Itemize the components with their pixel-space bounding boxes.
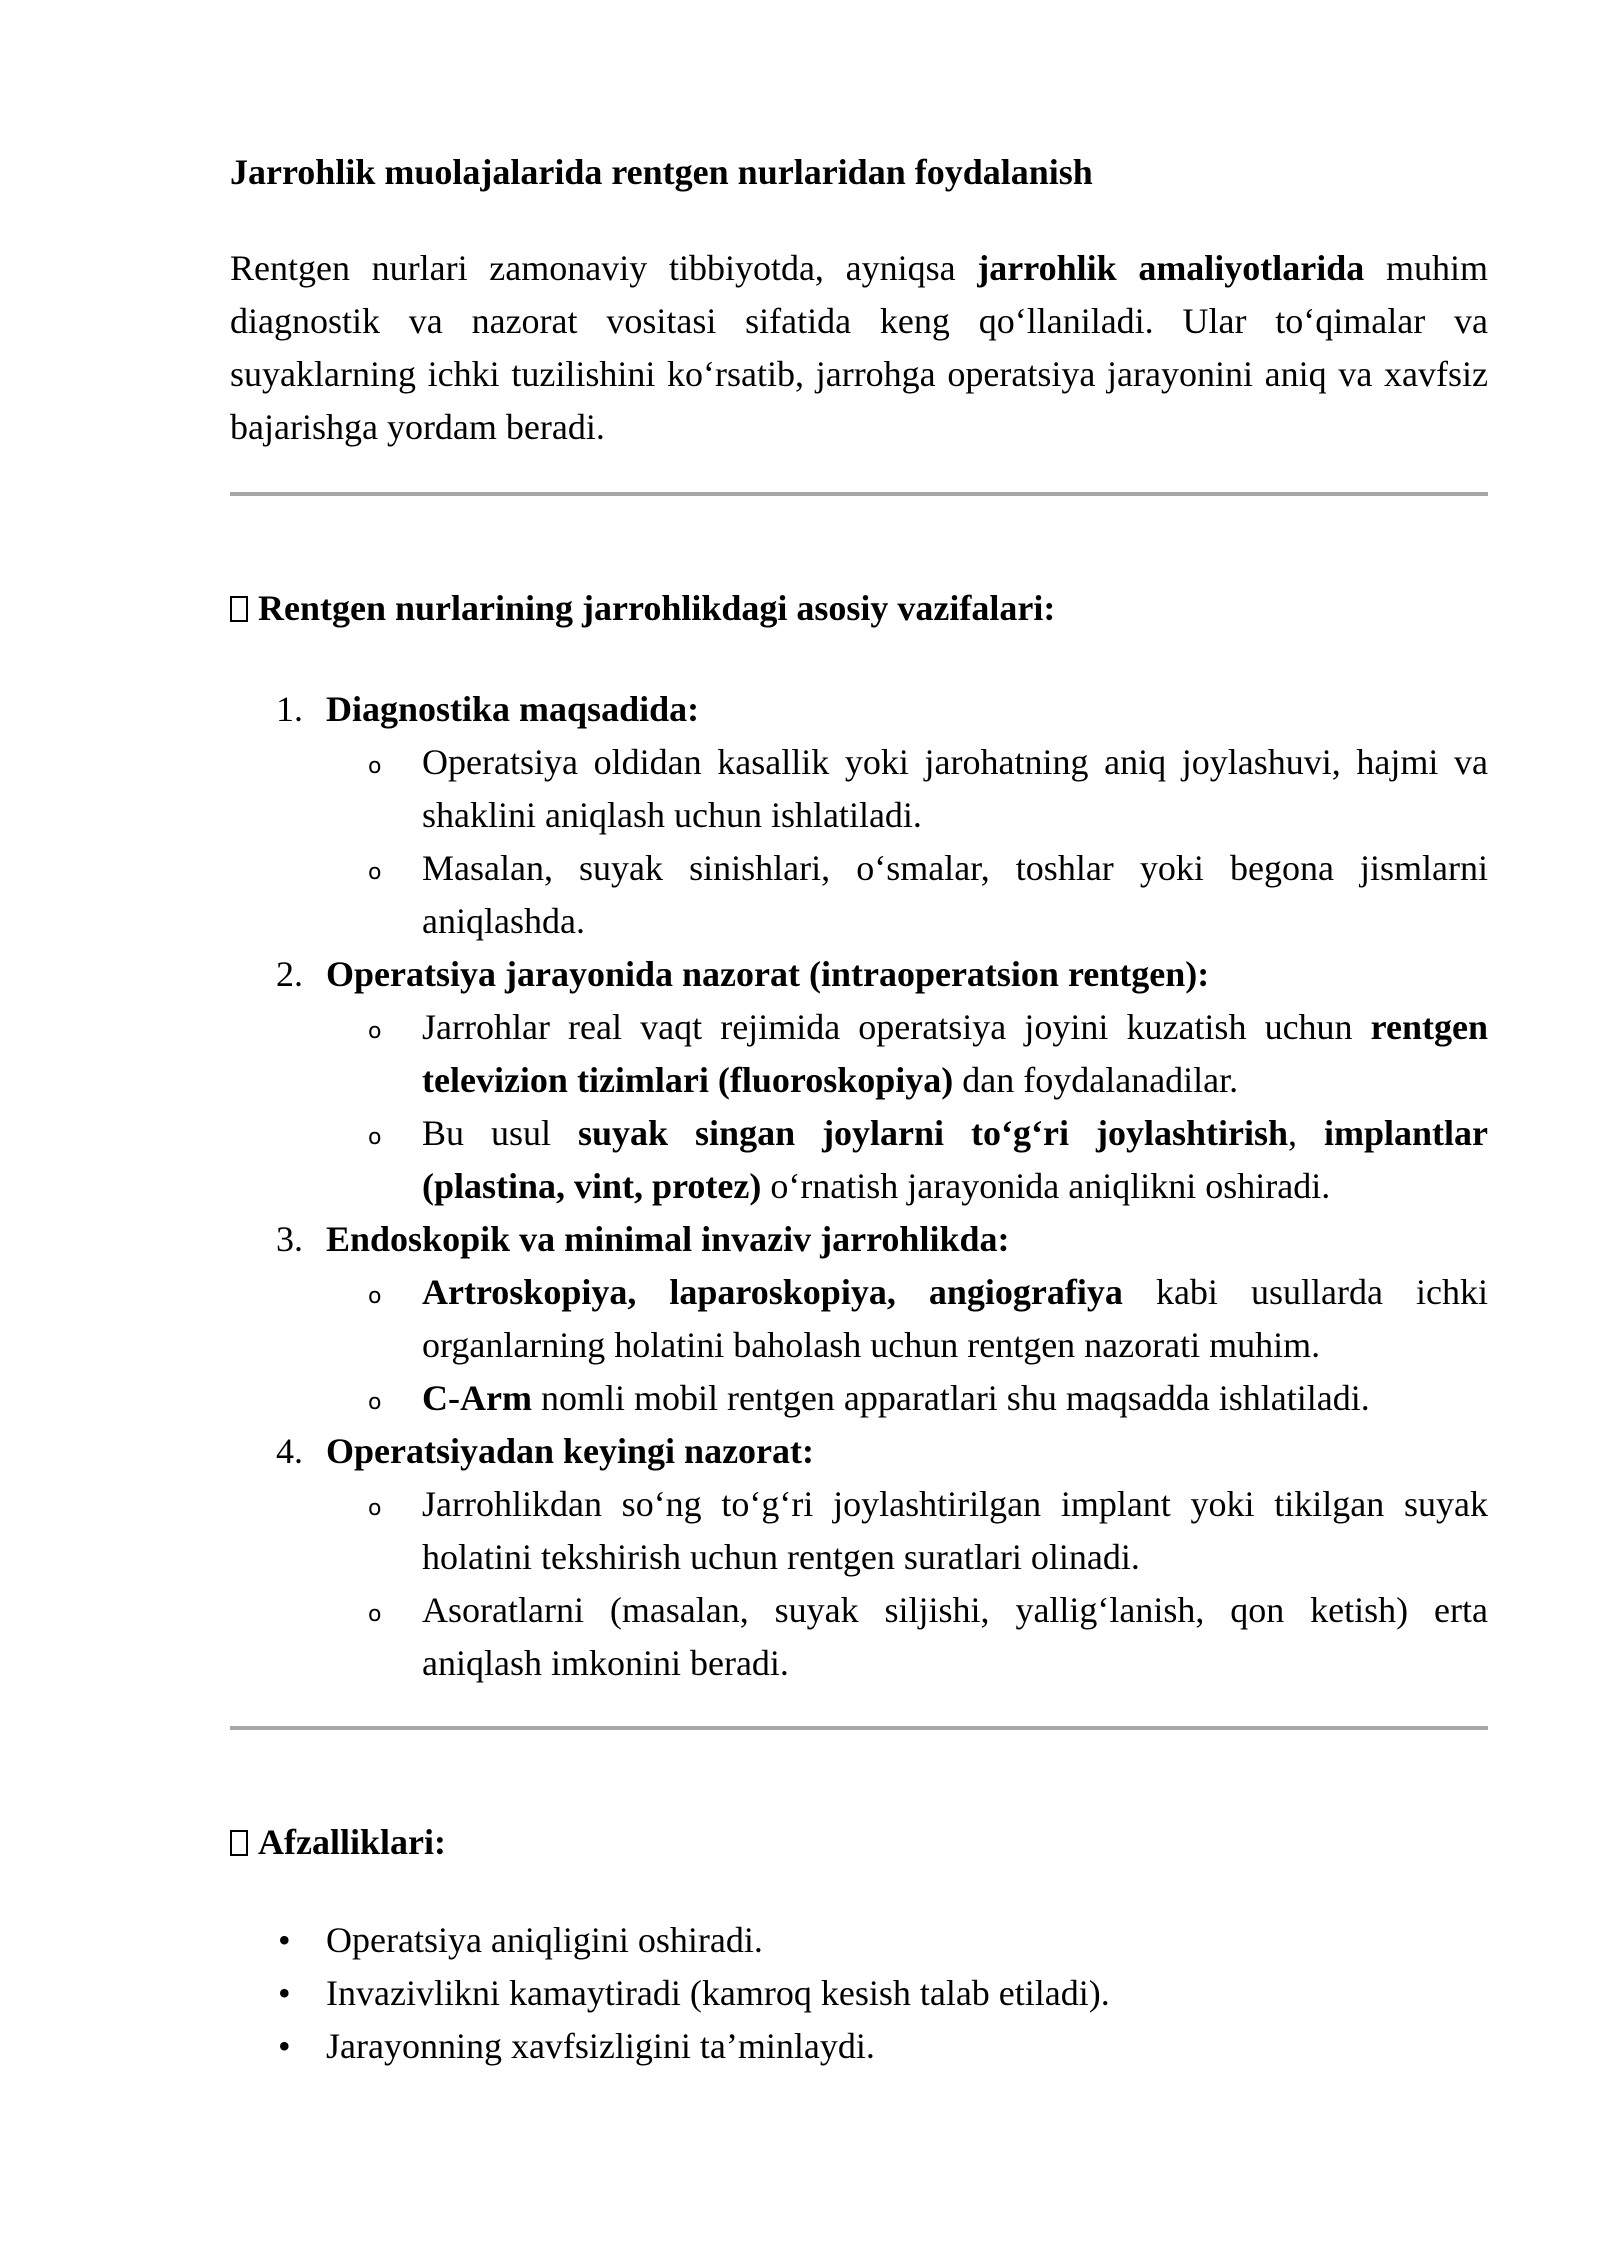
sub-text: Asoratlarni (masalan, suyak siljishi, yallig‘lanish, qon ketish) erta aniqlash imkonini beradi. — [422, 1590, 1488, 1683]
advantages-list — [230, 1914, 1488, 2073]
bullet-icon: • — [278, 2026, 291, 2066]
sub-text: dan foydalanadilar. — [953, 1060, 1239, 1100]
missing-glyph-icon — [230, 1830, 248, 1856]
intro-text: muhim diagnostik va nazorat vositasi sifatida keng qo‘llaniladi. Ular to‘qimalar va suyaklarning ichki tuzilishini ko‘rsatib, jarrohga operatsiya jarayonini aniq va xavfsiz bajarishga yordam beradi. — [230, 248, 1489, 447]
sub-bold: suyak singan joylarni to‘g‘ri joylashtirish — [578, 1113, 1288, 1153]
list-item-text: Jarayonning xavfsizligini ta’minlaydi. — [326, 2026, 875, 2066]
horizontal-rule — [230, 1726, 1488, 1730]
circle-bullet-icon: o — [368, 1019, 382, 1044]
sub-list — [326, 736, 1488, 948]
sub-bold: C-Arm — [422, 1378, 532, 1418]
sub-text: o‘rnatish jarayonida aniqlikni oshiradi. — [761, 1166, 1331, 1206]
section-heading-tasks — [230, 582, 1055, 635]
item-number: 4. — [276, 1431, 303, 1471]
sub-list — [326, 1478, 1488, 1690]
task-item — [230, 683, 1488, 948]
task-item — [230, 948, 1488, 1213]
sub-bold: rentgen televizion tizimlari (fluoroskopiya) — [422, 1007, 1488, 1100]
sub-bold: implantlar (plastina, vint, protez) — [422, 1113, 1488, 1206]
sub-text: Masalan, suyak sinishlari, o‘smalar, toshlar yoki begona jismlarni aniqlashda. — [422, 848, 1488, 941]
sub-item — [326, 1001, 1488, 1107]
item-heading: Operatsiya jarayonida nazorat (intraoperatsion rentgen): — [326, 954, 1210, 994]
sub-text: Jarrohlar real vaqt rejimida operatsiya joyini kuzatish uchun — [422, 1007, 1371, 1047]
document-title: Jarrohlik muolajalarida rentgen nurlaridan foydalanish — [230, 152, 1093, 192]
list-item-text: Invazivlikni kamaytiradi (kamroq kesish talab etiladi). — [326, 1973, 1110, 2013]
list-item — [230, 1914, 1488, 1967]
circle-bullet-icon: o — [368, 1496, 382, 1521]
intro-bold: jarrohlik amaliyotlarida — [977, 248, 1365, 288]
item-number: 3. — [276, 1219, 303, 1259]
sub-text: kabi usullarda ichki organlarning holatini baholash uchun rentgen nazorati muhim. — [422, 1272, 1489, 1365]
sub-text: Operatsiya oldidan kasallik yoki jarohatning aniq joylashuvi, hajmi va shaklini aniqlash uchun ishlatiladi. — [422, 742, 1488, 835]
circle-bullet-icon: o — [368, 1390, 382, 1415]
sub-text: , — [1288, 1113, 1324, 1153]
intro-text: Rentgen nurlari zamonaviy tibbiyotda, ayniqsa — [230, 248, 978, 288]
section-heading-advantages — [230, 1816, 446, 1869]
list-item-text: Operatsiya aniqligini oshiradi. — [326, 1920, 763, 1960]
item-number: 1. — [276, 689, 303, 729]
sub-item — [326, 736, 1488, 842]
sub-text: nomli mobil rentgen apparatlari shu maqsadda ishlatiladi. — [531, 1378, 1370, 1418]
sub-item — [326, 1478, 1488, 1584]
sub-bold: Artroskopiya, laparoskopiya, angiografiya — [422, 1272, 1123, 1312]
item-heading: Operatsiyadan keyingi nazorat: — [326, 1431, 815, 1471]
circle-bullet-icon: o — [368, 860, 382, 885]
sub-item — [326, 842, 1488, 948]
sub-text: Jarrohlikdan so‘ng to‘g‘ri joylashtirilgan implant yoki tikilgan suyak holatini tekshirish uchun rentgen suratlari olinadi. — [422, 1484, 1488, 1577]
item-heading: Endoskopik va minimal invaziv jarrohlikda: — [326, 1219, 1010, 1259]
sub-list — [326, 1001, 1488, 1213]
task-item — [230, 1213, 1488, 1425]
item-heading: Diagnostika maqsadida: — [326, 689, 700, 729]
sub-item — [326, 1372, 1488, 1425]
bullet-icon: • — [278, 1973, 291, 2013]
circle-bullet-icon: o — [368, 1602, 382, 1627]
sub-item — [326, 1584, 1488, 1690]
task-item — [230, 1425, 1488, 1690]
sub-text: Bu usul — [422, 1113, 578, 1153]
sub-item — [326, 1107, 1488, 1213]
bullet-icon: • — [278, 1920, 291, 1960]
tasks-list — [230, 683, 1488, 1690]
list-item — [230, 1967, 1488, 2020]
item-number: 2. — [276, 954, 303, 994]
list-item — [230, 2020, 1488, 2073]
intro-paragraph — [230, 242, 1488, 454]
horizontal-rule — [230, 492, 1488, 496]
section-heading-text: Rentgen nurlarining jarrohlikdagi asosiy vazifalari: — [258, 588, 1056, 628]
circle-bullet-icon: o — [368, 1284, 382, 1309]
missing-glyph-icon — [230, 596, 248, 622]
sub-item — [326, 1266, 1488, 1372]
circle-bullet-icon: o — [368, 754, 382, 779]
section-heading-text: Afzalliklari: — [258, 1822, 446, 1862]
sub-list — [326, 1266, 1488, 1425]
circle-bullet-icon: o — [368, 1125, 382, 1150]
